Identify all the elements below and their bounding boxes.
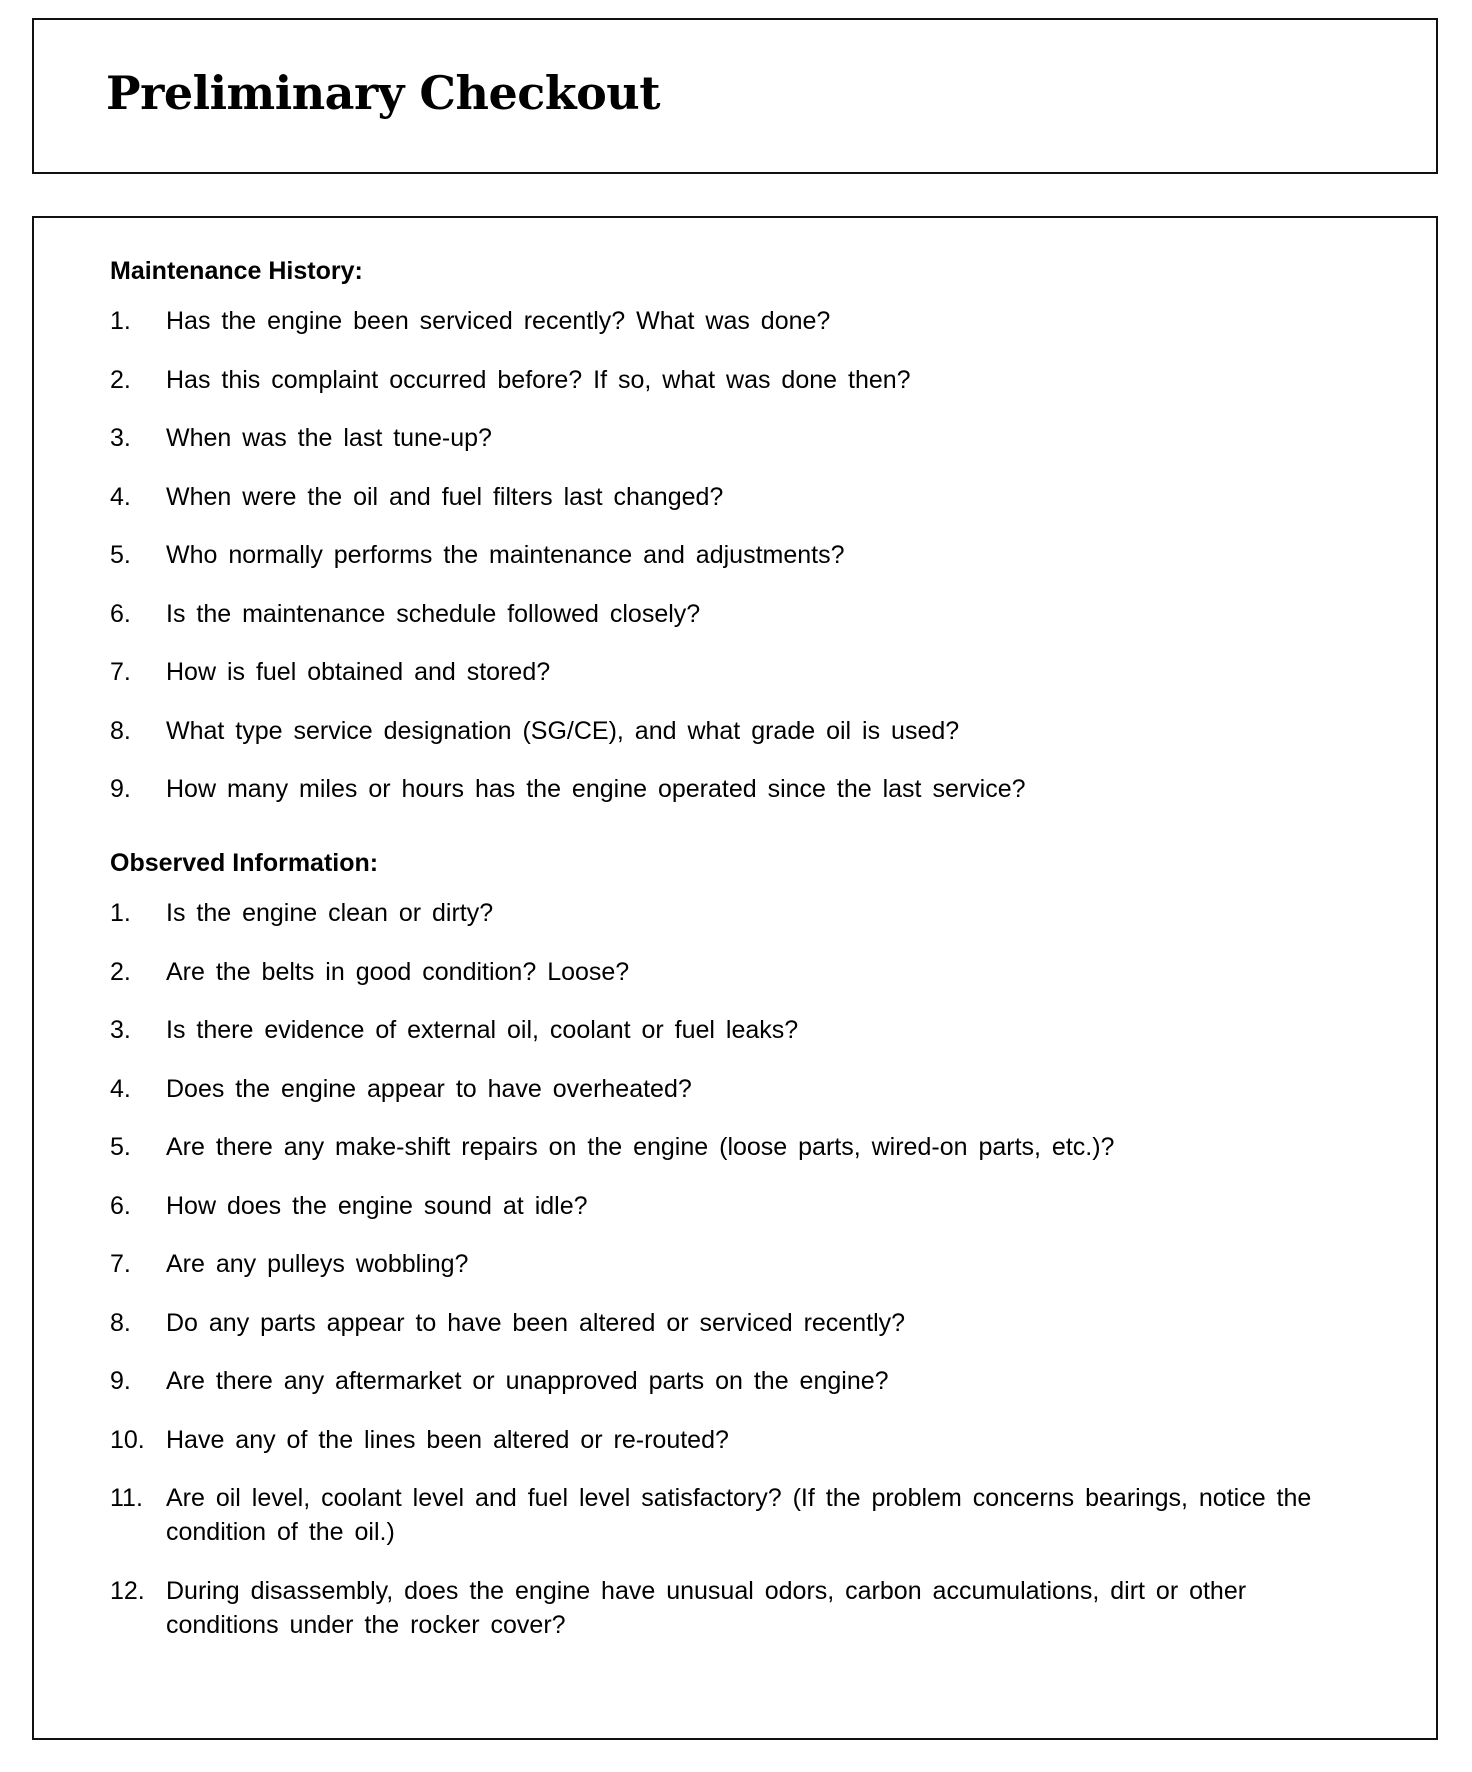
item-text: How is fuel obtained and stored? xyxy=(166,658,551,686)
list-item xyxy=(110,955,1346,989)
list-item xyxy=(110,655,1346,689)
item-number: 4. xyxy=(110,1074,131,1103)
list-item xyxy=(110,1189,1346,1223)
item-text: When was the last tune-up? xyxy=(166,424,492,452)
item-text: Are oil level, coolant level and fuel level satisfactory? (If the problem concerns bearings, notice the condition of the oil.) xyxy=(166,1484,1312,1546)
list-item xyxy=(110,304,1346,338)
list-item xyxy=(110,1423,1346,1457)
item-number: 10. xyxy=(110,1425,145,1454)
item-text: How does the engine sound at idle? xyxy=(166,1191,588,1220)
item-text: When were the oil and fuel filters last changed? xyxy=(166,482,724,511)
item-number: 3. xyxy=(110,1016,131,1044)
item-number: 3. xyxy=(110,424,131,452)
item-text: How many miles or hours has the engine operated since the last service? xyxy=(166,775,1026,803)
item-text: Does the engine appear to have overheated? xyxy=(166,1074,692,1103)
list-item xyxy=(110,1481,1346,1549)
item-text: Are any pulleys wobbling? xyxy=(166,1250,469,1278)
item-text: During disassembly, does the engine have unusual odors, carbon accumulations, dirt or other conditions under the rocker cover? xyxy=(166,1576,1247,1639)
item-number: 4. xyxy=(110,482,131,511)
observed-information-heading: Observed Information: xyxy=(110,849,379,877)
page-title: Preliminary Checkout xyxy=(106,66,660,120)
list-item xyxy=(110,1364,1346,1398)
item-number: 5. xyxy=(110,541,131,569)
item-number: 2. xyxy=(110,365,131,394)
item-number: 1. xyxy=(110,899,131,927)
item-number: 6. xyxy=(110,1191,131,1220)
list-item xyxy=(110,538,1346,572)
list-item xyxy=(110,363,1346,397)
item-number: 7. xyxy=(110,1250,131,1278)
observed-information-section xyxy=(110,846,1346,1666)
list-item xyxy=(110,597,1346,631)
item-number: 9. xyxy=(110,775,131,803)
maintenance-history-list xyxy=(110,304,1346,806)
item-number: 8. xyxy=(110,716,131,745)
item-text: Is the engine clean or dirty? xyxy=(166,899,494,927)
maintenance-history-section xyxy=(110,254,1346,831)
list-item xyxy=(110,421,1346,455)
item-text: Has this complaint occurred before? If so, what was done then? xyxy=(166,365,911,394)
list-item xyxy=(110,772,1346,806)
item-number: 9. xyxy=(110,1367,131,1395)
item-number: 5. xyxy=(110,1133,131,1161)
item-number: 2. xyxy=(110,957,131,986)
item-number: 8. xyxy=(110,1308,131,1337)
item-text: Is the maintenance schedule followed closely? xyxy=(166,599,701,628)
checklist-box xyxy=(32,216,1438,1740)
observed-information-list xyxy=(110,896,1346,1642)
list-item xyxy=(110,896,1346,930)
list-item xyxy=(110,714,1346,748)
item-text: Have any of the lines been altered or re-routed? xyxy=(166,1425,729,1454)
item-text: Has the engine been serviced recently? What was done? xyxy=(166,307,831,335)
list-item xyxy=(110,1306,1346,1340)
item-text: Is there evidence of external oil, coolant or fuel leaks? xyxy=(166,1016,799,1044)
maintenance-history-heading: Maintenance History: xyxy=(110,257,363,285)
item-text: Are there any make-shift repairs on the engine (loose parts, wired-on parts, etc.)? xyxy=(166,1133,1115,1161)
item-number: 12. xyxy=(110,1576,145,1605)
item-number: 11. xyxy=(110,1484,143,1512)
list-item xyxy=(110,1013,1346,1047)
item-number: 7. xyxy=(110,658,131,686)
item-number: 1. xyxy=(110,307,131,335)
title-box xyxy=(32,18,1438,174)
list-item xyxy=(110,1072,1346,1106)
item-text: Are there any aftermarket or unapproved parts on the engine? xyxy=(166,1367,889,1395)
item-text: Do any parts appear to have been altered or serviced recently? xyxy=(166,1308,906,1337)
list-item xyxy=(110,1247,1346,1281)
list-item xyxy=(110,1130,1346,1164)
list-item xyxy=(110,1574,1346,1642)
item-text: Who normally performs the maintenance and adjustments? xyxy=(166,541,845,569)
item-number: 6. xyxy=(110,599,131,628)
item-text: Are the belts in good condition? Loose? xyxy=(166,957,630,986)
list-item xyxy=(110,480,1346,514)
item-text: What type service designation (SG/CE), and what grade oil is used? xyxy=(166,716,960,745)
